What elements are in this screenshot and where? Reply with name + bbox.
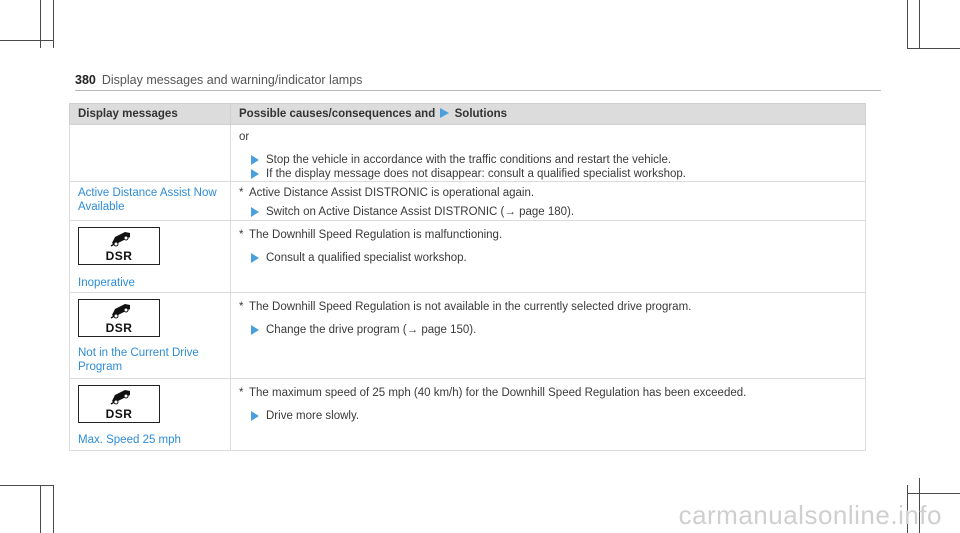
or-text: or bbox=[239, 131, 250, 143]
cause-text: * Active Distance Assist DISTRONIC is operational again. bbox=[239, 186, 857, 200]
play-arrow-icon bbox=[440, 108, 449, 118]
dsr-label: DSR bbox=[105, 321, 133, 335]
solution-step: Consult a qualified specialist workshop. bbox=[266, 252, 467, 264]
solution-step: Change the drive program (→ page 150). bbox=[266, 324, 477, 336]
column-header-causes: Possible causes/consequences and Solutions bbox=[231, 104, 866, 125]
crop-mark bbox=[40, 485, 41, 533]
cause-text: * The Downhill Speed Regulation is not available in the currently selected drive program. bbox=[239, 300, 857, 314]
dsr-label: DSR bbox=[105, 407, 133, 421]
crop-mark bbox=[907, 0, 908, 48]
display-messages-table bbox=[69, 103, 866, 451]
table-row bbox=[70, 379, 866, 451]
downhill-car-icon bbox=[110, 303, 132, 323]
solution-step: If the display message does not disappear: consult a qualified specialist workshop. bbox=[266, 168, 686, 180]
column-header-messages: Display messages bbox=[70, 104, 231, 125]
crop-mark bbox=[919, 0, 920, 48]
crop-mark bbox=[0, 40, 53, 41]
message-inoperative: Inoperative bbox=[78, 277, 135, 289]
solution-step: Switch on Active Distance Assist DISTRONIC (→ page 180). bbox=[266, 206, 575, 218]
table-header-row bbox=[70, 104, 866, 125]
watermark: carmanualsonline.info bbox=[678, 500, 942, 530]
dsr-indicator bbox=[78, 299, 160, 337]
crop-mark bbox=[907, 48, 960, 49]
crop-mark bbox=[0, 485, 53, 486]
page-header bbox=[75, 73, 362, 87]
dsr-indicator bbox=[78, 385, 160, 423]
play-arrow-icon bbox=[251, 207, 259, 217]
solution-step: Stop the vehicle in accordance with the traffic conditions and restart the vehicle. bbox=[266, 154, 672, 166]
play-arrow-icon bbox=[251, 325, 259, 335]
crop-mark bbox=[53, 485, 54, 533]
play-arrow-icon bbox=[251, 155, 259, 165]
dsr-indicator bbox=[78, 227, 160, 265]
play-arrow-icon bbox=[251, 411, 259, 421]
cause-text: * The maximum speed of 25 mph (40 km/h) for the Downhill Speed Regulation has been exceeded. bbox=[239, 386, 857, 400]
play-arrow-icon bbox=[251, 169, 259, 179]
solution-step: Drive more slowly. bbox=[266, 410, 360, 422]
table-row bbox=[70, 293, 866, 379]
downhill-car-icon bbox=[110, 231, 132, 251]
crop-mark bbox=[53, 0, 54, 48]
message-active-distance-assist: Active Distance Assist Now Available bbox=[78, 187, 217, 213]
cause-text: * The Downhill Speed Regulation is malfunctioning. bbox=[239, 228, 857, 242]
downhill-car-icon bbox=[110, 389, 132, 409]
header-divider bbox=[75, 90, 881, 91]
message-not-in-current-drive-program: Not in the Current Drive Program bbox=[78, 347, 199, 373]
table-row bbox=[70, 125, 866, 182]
table-row bbox=[70, 221, 866, 293]
play-arrow-icon bbox=[251, 253, 259, 263]
message-max-speed: Max. Speed 25 mph bbox=[78, 434, 181, 446]
page-title: Display messages and warning/indicator lamps bbox=[101, 73, 363, 87]
crop-mark bbox=[907, 493, 960, 494]
table-row bbox=[70, 182, 866, 221]
page-number: 380 bbox=[75, 73, 96, 87]
dsr-label: DSR bbox=[105, 249, 133, 263]
